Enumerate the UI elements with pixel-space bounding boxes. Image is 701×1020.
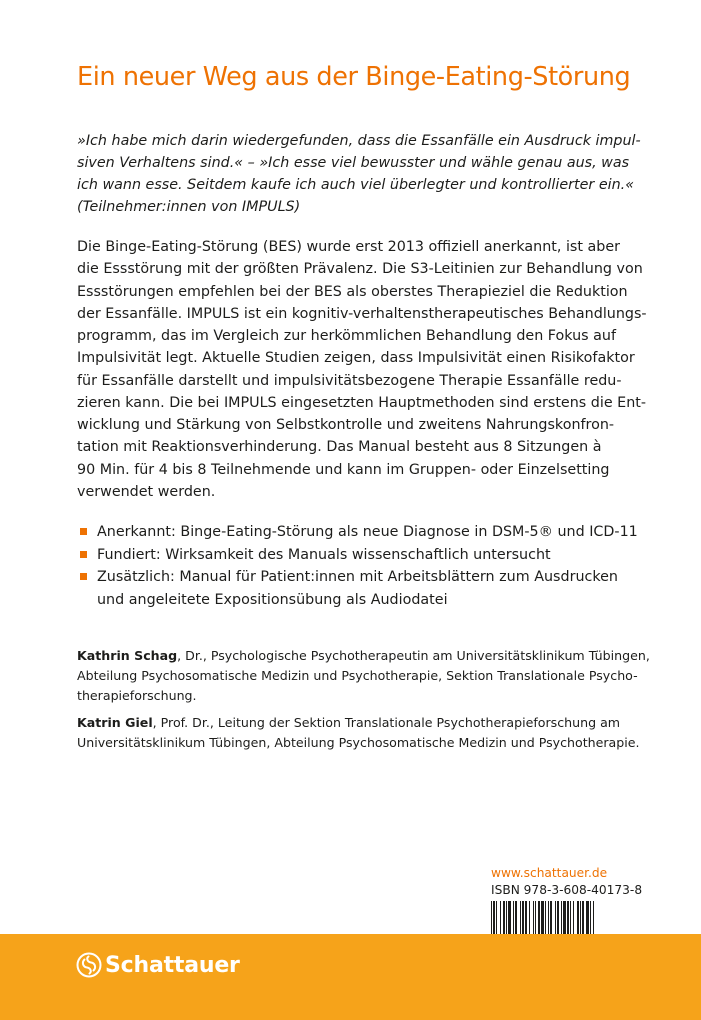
author-bio	[77, 713, 640, 753]
quote-line: (Teilnehmer:innen von IMPULS)	[77, 199, 301, 215]
paragraph-line: Essstörungen empfehlen bei der BES als oberstes Therapieziel die Reduktion	[77, 283, 628, 300]
feature-list-item	[77, 566, 657, 611]
paragraph-line: der Essanfälle. IMPULS ist ein kognitiv-verhaltenstherapeutisches Behandlungs-	[77, 305, 647, 322]
isbn-number: ISBN 978-3-608-40173-8	[491, 883, 643, 897]
quote-line: »Ich habe mich darin wiedergefunden, dass die Essanfälle ein Ausdruck impul-	[77, 133, 641, 149]
cover-title: Ein neuer Weg aus der Binge-Eating-Störung	[77, 62, 631, 92]
paragraph-line: 90 Min. für 4 bis 8 Teilnehmende und kann im Gruppen- oder Einzelsetting	[77, 461, 610, 478]
paragraph-line: verwendet werden.	[77, 483, 216, 500]
author-bio-text: , Prof. Dr., Leitung der Sektion Translationale Psychotherapieforschung am	[152, 715, 621, 730]
paragraph-line: tation mit Reaktionsverhinderung. Das Manual besteht aus 8 Sitzungen à	[77, 439, 602, 456]
square-bullet-icon	[80, 551, 87, 558]
author-bio-line: Universitätsklinikum Tübingen, Abteilung Psychosomatische Medizin und Psychotherapie.	[77, 735, 640, 750]
paragraph-line: die Essstörung mit der größten Prävalenz. Die S3-Leitinien zur Behandlung von	[77, 261, 643, 278]
square-bullet-icon	[80, 573, 87, 580]
author-bio	[77, 646, 650, 706]
paragraph-line: wicklung und Stärkung von Selbstkontrolle und zweitens Nahrungskonfron-	[77, 417, 615, 433]
paragraph-line: für Essanfälle darstellt und impulsivitätsbezogene Therapie Essanfälle redu-	[77, 372, 622, 389]
feature-list-item	[77, 544, 657, 567]
feature-list-item	[77, 521, 657, 544]
author-bio-line	[77, 646, 650, 666]
publisher-logo	[76, 949, 240, 981]
testimonial-quote	[77, 130, 641, 218]
author-bio-line	[77, 713, 637, 733]
paragraph-line: zieren kann. Die bei IMPULS eingesetzten Hauptmethoden sind erstens die Ent-	[77, 394, 647, 411]
feature-list	[77, 521, 657, 611]
author-name: Kathrin Schag	[77, 648, 178, 663]
paragraph-line: Impulsivität legt. Aktuelle Studien zeigen, dass Impulsivität einen Risikofaktor	[77, 350, 635, 367]
feature-text: Fundiert: Wirksamkeit des Manuals wissenschaftlich untersucht	[97, 546, 551, 563]
quote-line: ich wann esse. Seitdem kaufe ich auch viel überlegter und kontrollierter ein.«	[77, 177, 635, 193]
author-bio-line: Abteilung Psychosomatische Medizin und Psychotherapie, Sektion Translationale Psycho-	[77, 668, 638, 683]
feature-text: und angeleitete Expositionsübung als Audiodatei	[97, 591, 448, 608]
publisher-url[interactable]: www.schattauer.de	[491, 866, 608, 880]
feature-text: Zusätzlich: Manual für Patient:innen mit Arbeitsblättern zum Ausdrucken	[97, 569, 618, 585]
paragraph-line: programm, das im Vergleich zur herkömmlichen Behandlung den Fokus auf	[77, 328, 617, 344]
author-bio-text: , Dr., Psychologische Psychotherapeutin am Universitätsklinikum Tübingen,	[177, 648, 650, 663]
schattauer-logo-icon	[76, 952, 102, 978]
quote-line: siven Verhaltens sind.« – »Ich esse viel bewusster und wähle genau aus, was	[77, 155, 630, 171]
square-bullet-icon	[80, 528, 87, 535]
feature-text: Anerkannt: Binge-Eating-Störung als neue Diagnose in DSM-5® und ICD-11	[97, 524, 638, 540]
publisher-name: Schattauer	[105, 952, 240, 978]
description-paragraph	[77, 236, 647, 503]
author-name: Katrin Giel	[77, 715, 153, 730]
paragraph-line: Die Binge-Eating-Störung (BES) wurde erst 2013 offiziell anerkannt, ist aber	[77, 239, 621, 255]
author-bio-line: therapieforschung.	[77, 688, 197, 703]
barcode-icon	[491, 901, 637, 934]
